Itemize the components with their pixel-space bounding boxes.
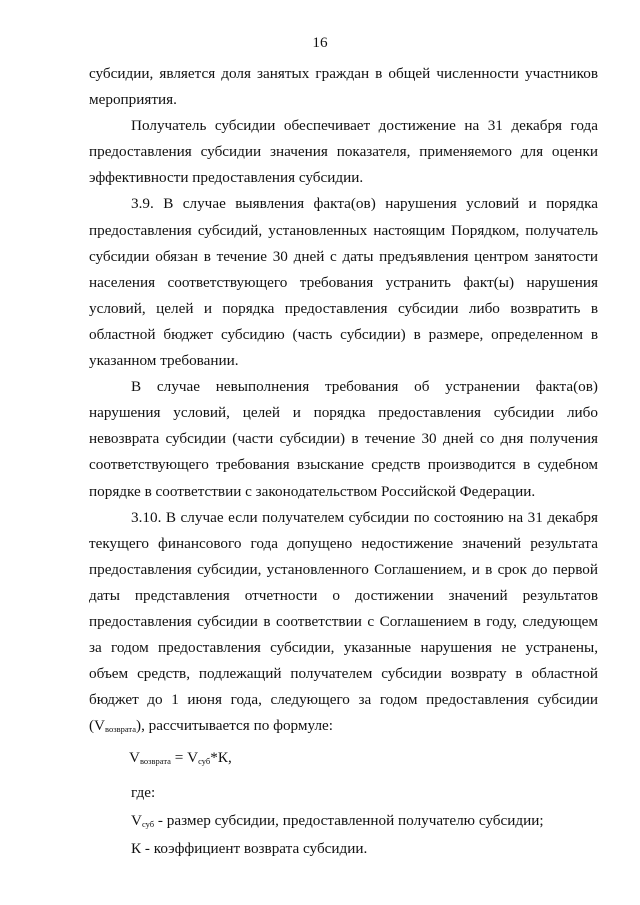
paragraph-indicator-achievement: Получатель субсидии обеспечивает достижение на 31 декабря года предоставления субсидии значения показателя, применяемого для оценки эффективности предоставления субсидии. xyxy=(89,117,598,187)
v-return-subscript: возврата xyxy=(105,724,137,735)
paragraph-3-10-text: 3.10. В случае если получателем субсидии по состоянию на 31 декабря текущего финансового года допущено недостижение значений результата предоставления субсидии, установленного Соглашением, и в срок до первой даты представления отчетности о достижении значений результатов предоставления субсидии в соответствии с Соглашением в году, следующем за годом предоставления субсидии, указанные нарушения не устранены, объем средств, подлежащий получателем субсидии возврату в областной бюджет до 1 июня года, следующего за годом предоставления субсидии (V xyxy=(89,508,598,735)
formula-rhs-subscript: суб xyxy=(198,756,211,767)
formula-lhs-subscript: возврата xyxy=(139,756,171,767)
paragraph-3-10-tail: ), рассчитывается по формуле: xyxy=(136,717,333,735)
page-number: 16 xyxy=(312,34,328,51)
formula-rhs-tail: *К, xyxy=(210,749,232,767)
return-formula xyxy=(89,745,598,771)
paragraph-3-10 xyxy=(89,505,598,740)
paragraph-continuation: субсидии, является доля занятых граждан в общей численности участников мероприятия. xyxy=(89,65,598,109)
definition-k: К - коэффициент возврата субсидии. xyxy=(131,839,368,857)
where-label: где: xyxy=(131,783,156,801)
definition-v-sub-subscript: суб xyxy=(141,818,155,829)
definition-v-sub-text: - размер субсидии, предоставленной получателю субсидии; xyxy=(154,811,544,829)
formula-lhs: V xyxy=(129,749,140,767)
formula-equals: = V xyxy=(170,749,199,767)
document-body xyxy=(89,61,598,862)
paragraph-non-compliance: В случае невыполнения требования об устранении факта(ов) нарушения условий, целей и порядка предоставления субсидии либо невозврата субсидии (части субсидии) в течение 30 дней со дня получения соответствующего требования взыскание средств производится в судебном порядке в соответствии с законодательством Российской Федерации. xyxy=(89,378,598,500)
paragraph-3-9: 3.9. В случае выявления факта(ов) нарушения условий и порядка предоставления субсидий, установленных настоящим Порядком, получатель субсидии обязан в течение 30 дней с даты предъявления центром занятости населения соответствующего требования устранить факт(ы) нарушения условий, целей и порядка предоставления субсидии либо возвратить в областной бюджет субсидию (часть субсидии) в размере, определенном в указанном требовании. xyxy=(89,195,598,370)
definition-v-sub-symbol: V xyxy=(131,811,142,829)
definition-v-sub xyxy=(89,808,598,834)
